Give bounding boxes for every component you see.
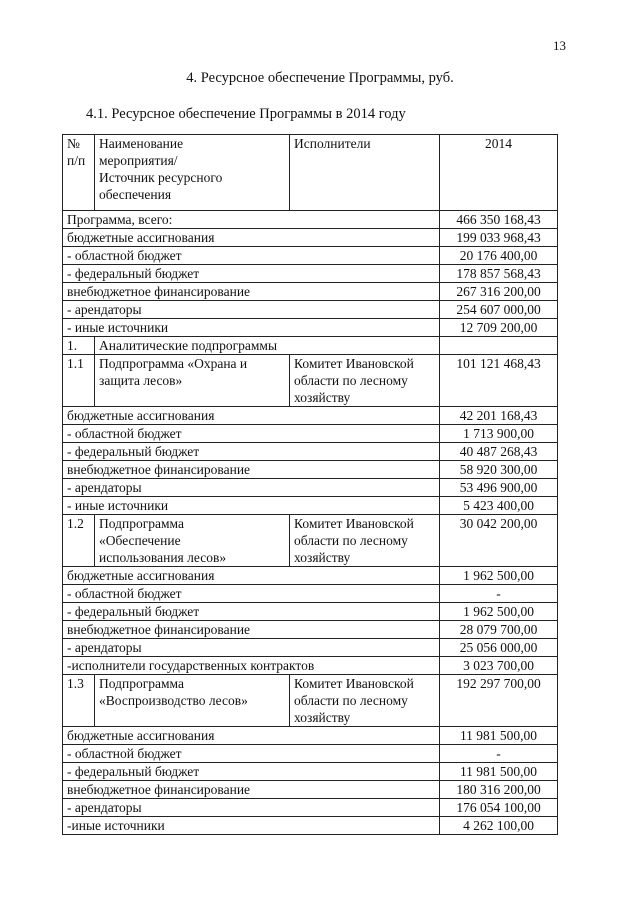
row-label: - арендаторы (63, 301, 440, 319)
page-number: 13 (553, 38, 566, 53)
row-label: - федеральный бюджет (63, 443, 440, 461)
subprogram-row (63, 799, 558, 817)
row-label: - арендаторы (63, 479, 440, 497)
row-label: - областной бюджет (63, 425, 440, 443)
subprogram-row (63, 355, 558, 407)
subprogram-num: 1.2 (63, 515, 95, 567)
row-amount: 1 713 900,00 (440, 425, 558, 443)
section-amount (440, 337, 558, 355)
resource-table-body (63, 135, 558, 835)
row-label: бюджетные ассигнования (63, 229, 440, 247)
program-row (63, 301, 558, 319)
row-label: бюджетные ассигнования (63, 407, 440, 425)
section-num: 1. (63, 337, 95, 355)
subprogram-row (63, 675, 558, 727)
row-amount: - (440, 585, 558, 603)
row-label: -исполнители государственных контрактов (63, 657, 440, 675)
program-row (63, 283, 558, 301)
row-amount: 11 981 500,00 (440, 763, 558, 781)
row-amount: 178 857 568,43 (440, 265, 558, 283)
subprogram-name: Подпрограмма «Обеспечение использования лесов» (95, 515, 290, 567)
subprogram-num: 1.1 (63, 355, 95, 407)
subprogram-executor: Комитет Ивановской области по лесному хозяйству (290, 355, 440, 407)
subprogram-total: 192 297 700,00 (440, 675, 558, 727)
subprogram-row (63, 567, 558, 585)
subprogram-row (63, 745, 558, 763)
subprogram-row (63, 817, 558, 835)
subprogram-row (63, 621, 558, 639)
resource-table (62, 134, 558, 835)
row-amount: 1 962 500,00 (440, 567, 558, 585)
section-row (63, 337, 558, 355)
row-label: - иные источники (63, 497, 440, 515)
row-label: внебюджетное финансирование (63, 781, 440, 799)
subprogram-row (63, 603, 558, 621)
row-amount: 254 607 000,00 (440, 301, 558, 319)
program-row (63, 229, 558, 247)
program-row (63, 319, 558, 337)
subprogram-row (63, 425, 558, 443)
row-amount: 1 962 500,00 (440, 603, 558, 621)
program-row (63, 265, 558, 283)
subprogram-total: 101 121 468,43 (440, 355, 558, 407)
subprogram-executor: Комитет Ивановской области по лесному хозяйству (290, 675, 440, 727)
header-name: Наименование мероприятия/ Источник ресурсного обеспечения (95, 135, 290, 211)
header-num: № п/п (63, 135, 95, 211)
subprogram-row (63, 461, 558, 479)
subprogram-executor: Комитет Ивановской области по лесному хозяйству (290, 515, 440, 567)
row-label: внебюджетное финансирование (63, 283, 440, 301)
row-label: -иные источники (63, 817, 440, 835)
row-label: - иные источники (63, 319, 440, 337)
row-amount: 58 920 300,00 (440, 461, 558, 479)
subprogram-row (63, 639, 558, 657)
subprogram-name: Подпрограмма «Воспроизводство лесов» (95, 675, 290, 727)
row-label: - федеральный бюджет (63, 603, 440, 621)
row-label: - областной бюджет (63, 247, 440, 265)
subprogram-row (63, 443, 558, 461)
row-amount: 4 262 100,00 (440, 817, 558, 835)
table-header-row (63, 135, 558, 211)
subprogram-row (63, 479, 558, 497)
page-heading: 4. Ресурсное обеспечение Программы, руб. (186, 70, 454, 86)
subprogram-row (63, 515, 558, 567)
subprogram-row (63, 497, 558, 515)
row-amount: 176 054 100,00 (440, 799, 558, 817)
row-label: - областной бюджет (63, 585, 440, 603)
row-amount: 180 316 200,00 (440, 781, 558, 799)
header-year: 2014 (440, 135, 558, 211)
row-amount: 267 316 200,00 (440, 283, 558, 301)
row-amount: 42 201 168,43 (440, 407, 558, 425)
subprogram-num: 1.3 (63, 675, 95, 727)
row-amount: 5 423 400,00 (440, 497, 558, 515)
row-amount: 3 023 700,00 (440, 657, 558, 675)
header-executors: Исполнители (290, 135, 440, 211)
row-label: Программа, всего: (63, 211, 440, 229)
row-label: внебюджетное финансирование (63, 461, 440, 479)
row-label: - федеральный бюджет (63, 265, 440, 283)
row-label: - арендаторы (63, 799, 440, 817)
row-amount: 25 056 000,00 (440, 639, 558, 657)
program-row (63, 211, 558, 229)
row-label: бюджетные ассигнования (63, 727, 440, 745)
subprogram-row (63, 657, 558, 675)
subprogram-row (63, 727, 558, 745)
table-caption: 4.1. Ресурсное обеспечение Программы в 2014 году (86, 106, 406, 122)
program-row (63, 247, 558, 265)
subprogram-name: Подпрограмма «Охрана и защита лесов» (95, 355, 290, 407)
row-amount: 11 981 500,00 (440, 727, 558, 745)
subprogram-row (63, 781, 558, 799)
subprogram-row (63, 407, 558, 425)
row-amount: 40 487 268,43 (440, 443, 558, 461)
subprogram-row (63, 585, 558, 603)
section-title: Аналитические подпрограммы (95, 337, 440, 355)
row-amount: 12 709 200,00 (440, 319, 558, 337)
row-label: - федеральный бюджет (63, 763, 440, 781)
row-label: бюджетные ассигнования (63, 567, 440, 585)
row-amount: 53 496 900,00 (440, 479, 558, 497)
row-label: внебюджетное финансирование (63, 621, 440, 639)
row-label: - областной бюджет (63, 745, 440, 763)
row-label: - арендаторы (63, 639, 440, 657)
subprogram-total: 30 042 200,00 (440, 515, 558, 567)
row-amount: 20 176 400,00 (440, 247, 558, 265)
row-amount: 199 033 968,43 (440, 229, 558, 247)
row-amount: 466 350 168,43 (440, 211, 558, 229)
row-amount: 28 079 700,00 (440, 621, 558, 639)
subprogram-row (63, 763, 558, 781)
row-amount: - (440, 745, 558, 763)
